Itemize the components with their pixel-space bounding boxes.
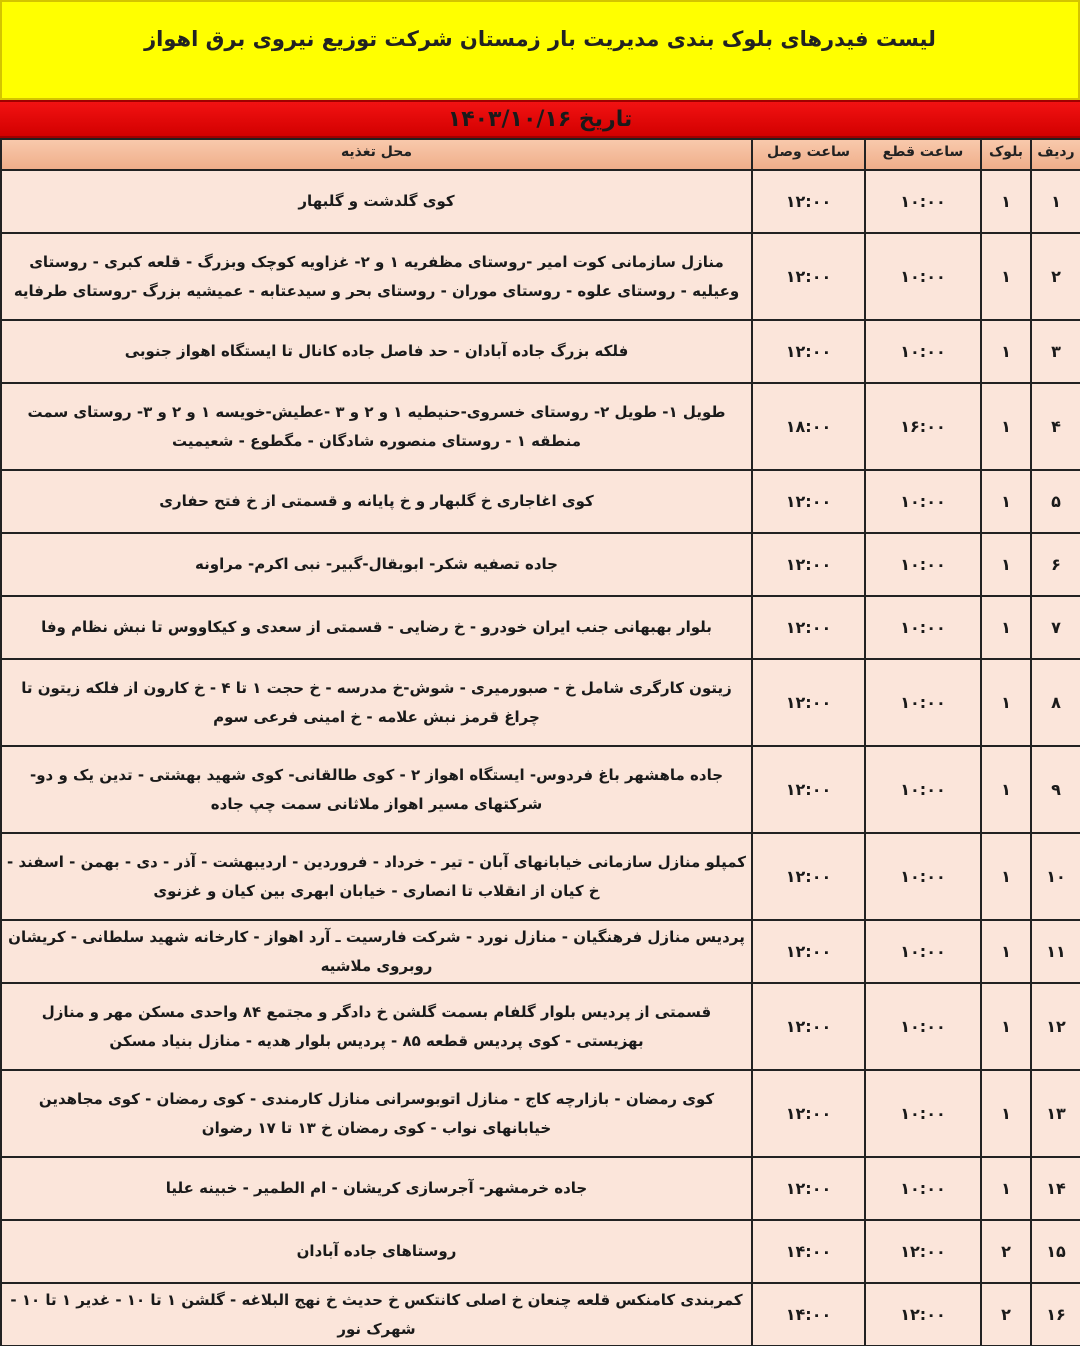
cut-time: ۱۰:۰۰: [865, 659, 981, 746]
feed-location: منازل سازمانی کوت امیر -روستای مظفریه ۱ و ۲- غزاویه کوچک وبزرگ - قلعه کبری - روستای وعیلیه - روستای علوه - روستای موران - روستای بحر و سیدعتابه - عمیشیه بزرگ -روستای طرفایه: [1, 233, 752, 320]
cut-time: ۱۰:۰۰: [865, 470, 981, 533]
row-number: ۱۵: [1031, 1220, 1080, 1283]
feed-location: بلوار بهبهانی جنب ایران خودرو - خ رضایی - قسمتی از سعدی و کیکاووس تا نبش نظام وفا: [1, 596, 752, 659]
cut-time: ۱۲:۰۰: [865, 1283, 981, 1346]
column-header-connect-time: ساعت وصل: [752, 139, 865, 170]
feed-location: کوی رمضان - بازارچه کاج - منازل اتوبوسرانی منازل کارمندی - کوی رمضان - کوی مجاهدین خیابانهای نواب - کوی رمضان خ ۱۳ تا ۱۷ رضوان: [1, 1070, 752, 1157]
date-label: تاریخ ۱۴۰۳/۱۰/۱۶: [447, 106, 633, 132]
table-row: [1, 533, 1080, 596]
row-number: ۹: [1031, 746, 1080, 833]
row-number: ۱: [1031, 170, 1080, 233]
table-row: [1, 596, 1080, 659]
row-number: ۵: [1031, 470, 1080, 533]
block-number: ۱: [981, 1070, 1031, 1157]
column-header-row-number: ردیف: [1031, 139, 1080, 170]
column-header-cut-time: ساعت قطع: [865, 139, 981, 170]
feeder-table: [0, 138, 1080, 1346]
block-number: ۱: [981, 320, 1031, 383]
cut-time: ۱۰:۰۰: [865, 1157, 981, 1220]
connect-time: ۱۴:۰۰: [752, 1220, 865, 1283]
connect-time: ۱۲:۰۰: [752, 983, 865, 1070]
feed-location: زیتون کارگری شامل خ - صبورمیری - شوش-خ مدرسه - خ حجت ۱ تا ۴ - خ کارون از فلکه زیتون تا چراغ قرمز نبش علامه - خ امینی فرعی سوم: [1, 659, 752, 746]
cut-time: ۱۰:۰۰: [865, 983, 981, 1070]
connect-time: ۱۲:۰۰: [752, 746, 865, 833]
cut-time: ۱۰:۰۰: [865, 1070, 981, 1157]
table-row: [1, 320, 1080, 383]
feed-location: کوی اغاجاری خ گلبهار و خ پایانه و قسمتی از خ فتح حفاری: [1, 470, 752, 533]
feed-location: طویل ۱- طویل ۲- روستای خسروی-حنیطیه ۱ و ۲ و ۳ -عطیش-خویسه ۱ و ۲ و ۳- روستای سمت منطقه ۱ - روستای منصوره شادگان - مگطوع - شعیمیت: [1, 383, 752, 470]
block-number: ۲: [981, 1220, 1031, 1283]
row-number: ۱۲: [1031, 983, 1080, 1070]
row-number: ۱۰: [1031, 833, 1080, 920]
connect-time: ۱۲:۰۰: [752, 1070, 865, 1157]
block-number: ۱: [981, 470, 1031, 533]
connect-time: ۱۲:۰۰: [752, 320, 865, 383]
table-row: [1, 170, 1080, 233]
connect-time: ۱۲:۰۰: [752, 833, 865, 920]
block-number: ۱: [981, 983, 1031, 1070]
row-number: ۱۱: [1031, 920, 1080, 983]
table-row: [1, 659, 1080, 746]
table-row: [1, 470, 1080, 533]
feed-location: فلکه بزرگ جاده آبادان - حد فاصل جاده کانال تا ایستگاه اهواز جنوبی: [1, 320, 752, 383]
block-number: ۱: [981, 833, 1031, 920]
row-number: ۳: [1031, 320, 1080, 383]
connect-time: ۱۲:۰۰: [752, 659, 865, 746]
table-row: [1, 1220, 1080, 1283]
table-row: [1, 983, 1080, 1070]
feed-location: کمپلو منازل سازمانی خیابانهای آبان - تیر - خرداد - فروردین - اردیبهشت - آذر - دی - بهمن - اسفند - خ کیان از انقلاب تا انصاری - خیابان ابهری بین کیان و غزنوی: [1, 833, 752, 920]
cut-time: ۱۰:۰۰: [865, 170, 981, 233]
cut-time: ۱۰:۰۰: [865, 533, 981, 596]
row-number: ۴: [1031, 383, 1080, 470]
row-number: ۶: [1031, 533, 1080, 596]
column-header-feed-location: محل تغذیه: [1, 139, 752, 170]
row-number: ۲: [1031, 233, 1080, 320]
connect-time: ۱۲:۰۰: [752, 596, 865, 659]
block-number: ۱: [981, 1157, 1031, 1220]
connect-time: ۱۲:۰۰: [752, 1157, 865, 1220]
cut-time: ۱۰:۰۰: [865, 920, 981, 983]
feed-location: پردیس منازل فرهنگیان - منازل نورد - شرکت فارسیت ـ آرد اهواز - کارخانه شهید سلطانی - کریشان روبروی ملاشیه: [1, 920, 752, 983]
block-number: ۱: [981, 533, 1031, 596]
feed-location: جاده خرمشهر- آجرسازی کریشان - ام الطمیر - خبینه علیا: [1, 1157, 752, 1220]
cut-time: ۱۰:۰۰: [865, 833, 981, 920]
row-number: ۷: [1031, 596, 1080, 659]
table-row: [1, 233, 1080, 320]
block-number: ۱: [981, 383, 1031, 470]
table-row: [1, 1070, 1080, 1157]
connect-time: ۱۲:۰۰: [752, 233, 865, 320]
feed-location: کمربندی کامنکس قلعه چنعان خ اصلی کانتکس خ حدیث خ نهج البلاغه - گلشن ۱ تا ۱۰ - غدیر ۱ تا ۱۰ - شهرک نور: [1, 1283, 752, 1346]
table-row: [1, 746, 1080, 833]
feed-location: روستاهای جاده آبادان: [1, 1220, 752, 1283]
feed-location: جاده ماهشهر باغ فردوس- ایستگاه اهواز ۲ - کوی طالقانی- کوی شهید بهشتی - تدین یک و دو- شرکتهای مسیر اهواز ملاثانی سمت چپ جاده: [1, 746, 752, 833]
block-number: ۱: [981, 596, 1031, 659]
connect-time: ۱۲:۰۰: [752, 920, 865, 983]
block-number: ۱: [981, 170, 1031, 233]
title-banner: [0, 0, 1080, 100]
row-number: ۱۶: [1031, 1283, 1080, 1346]
table-row: [1, 1157, 1080, 1220]
connect-time: ۱۴:۰۰: [752, 1283, 865, 1346]
block-number: ۲: [981, 1283, 1031, 1346]
table-row: [1, 920, 1080, 983]
cut-time: ۱۰:۰۰: [865, 320, 981, 383]
cut-time: ۱۰:۰۰: [865, 233, 981, 320]
row-number: ۱۳: [1031, 1070, 1080, 1157]
cut-time: ۱۰:۰۰: [865, 596, 981, 659]
block-number: ۱: [981, 659, 1031, 746]
feed-location: جاده تصفیه شکر- ابوبقال-گبیر- نبی اکرم- مراونه: [1, 533, 752, 596]
table-header-row: [1, 139, 1080, 170]
page-title: لیست فیدرهای بلوک بندی مدیریت بار زمستان شرکت توزیع نیروی برق اهواز: [144, 27, 936, 51]
table-row: [1, 1283, 1080, 1346]
block-number: ۱: [981, 233, 1031, 320]
block-number: ۱: [981, 746, 1031, 833]
feed-location: کوی گلدشت و گلبهار: [1, 170, 752, 233]
connect-time: ۱۲:۰۰: [752, 170, 865, 233]
connect-time: ۱۲:۰۰: [752, 533, 865, 596]
feed-location: قسمتی از پردیس بلوار گلفام بسمت گلشن خ دادگر و مجتمع ۸۴ واحدی مسکن مهر و منازل بهزیستی - کوی پردیس قطعه ۸۵ - پردیس بلوار هدیه - منازل بنیاد مسکن: [1, 983, 752, 1070]
connect-time: ۱۸:۰۰: [752, 383, 865, 470]
date-banner: [0, 100, 1080, 138]
column-header-block: بلوک: [981, 139, 1031, 170]
table-row: [1, 833, 1080, 920]
row-number: ۱۴: [1031, 1157, 1080, 1220]
row-number: ۸: [1031, 659, 1080, 746]
block-number: ۱: [981, 920, 1031, 983]
connect-time: ۱۲:۰۰: [752, 470, 865, 533]
cut-time: ۱۲:۰۰: [865, 1220, 981, 1283]
table-row: [1, 383, 1080, 470]
cut-time: ۱۰:۰۰: [865, 746, 981, 833]
cut-time: ۱۶:۰۰: [865, 383, 981, 470]
